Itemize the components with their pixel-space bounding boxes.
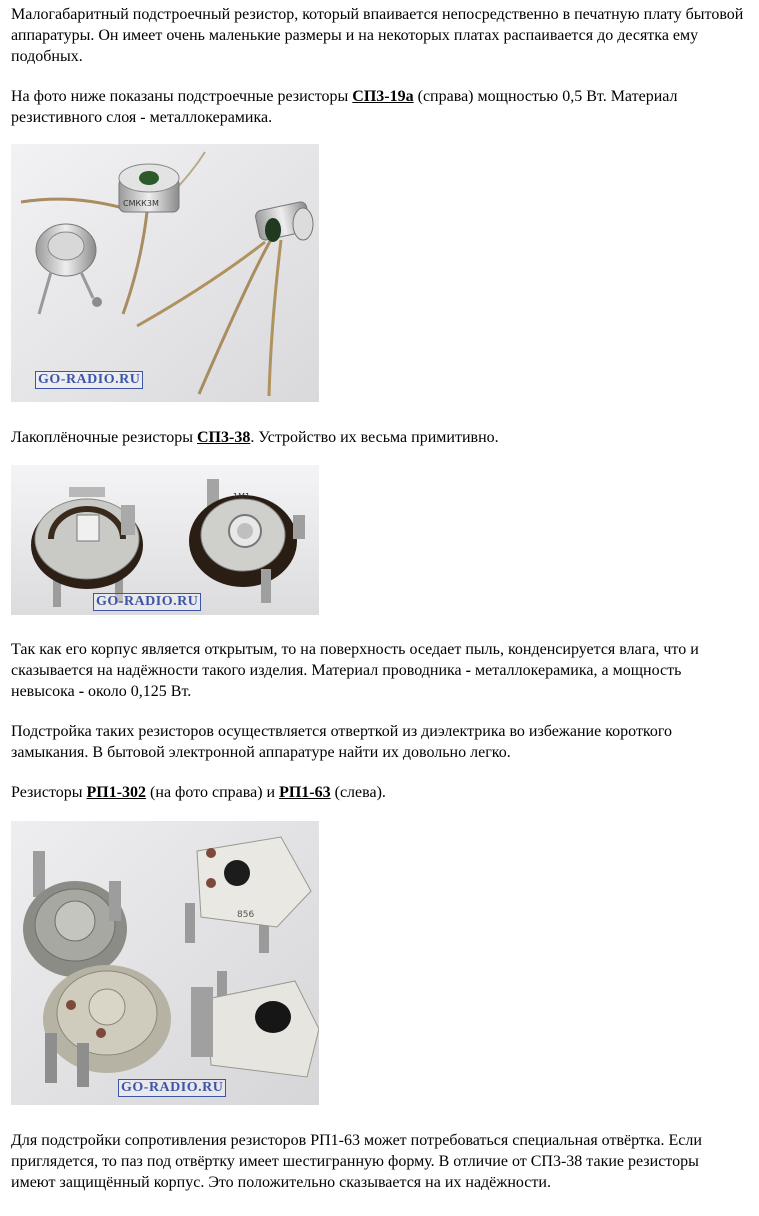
paragraph-sp3-38 [11, 427, 747, 448]
photo-sp3-19a [11, 144, 319, 402]
watermark: GO-RADIO.RU [118, 1079, 226, 1097]
paragraph-rp1 [11, 782, 747, 803]
link-rp1-63[interactable]: РП1-63 [279, 784, 331, 801]
watermark: GO-RADIO.RU [35, 371, 143, 389]
text: (на фото справа) и [146, 784, 280, 801]
dash: - [78, 683, 85, 700]
photo-sp3-19a-image [11, 144, 319, 402]
text: Резисторы [11, 784, 87, 801]
link-sp3-19a[interactable]: СП3-19а [352, 88, 414, 105]
text: около 0,125 Вт. [84, 683, 192, 700]
watermark: GO-RADIO.RU [93, 593, 201, 611]
text: Лакоплёночные резисторы [11, 429, 197, 446]
paragraph-intro: Малогабаритный подстроечный резистор, который впаивается непосредственно в печатную плату бытовой аппаратуры. Он имеет очень маленькие размеры и на некоторых платах распаивается до десятка ему подобных. [11, 6, 744, 65]
text: (справа) мощностью 0,5 Вт. Материал резистивного слоя - металлокерамика. [11, 88, 678, 126]
dash: - [465, 662, 471, 679]
photo-label: 1М1 [233, 492, 251, 501]
link-rp1-302[interactable]: РП1-302 [86, 784, 147, 801]
photo-rp1-image [11, 821, 319, 1105]
text: . Устройство их весьма примитивно. [250, 429, 499, 446]
text: металлокерамика, а мощность невысока [11, 662, 682, 700]
text: Так как его корпус является открытым, то на поверхность оседает пыль, конденсируется влага, что и сказывается на надёжности такого изделия. Материал проводника [11, 641, 699, 679]
photo-label: СМКК3М [123, 199, 159, 208]
link-sp3-38[interactable]: СП3-38 [196, 429, 251, 446]
text: (слева). [330, 784, 386, 801]
paragraph-open-body [11, 639, 747, 702]
photo-sp3-38 [11, 465, 319, 615]
paragraph-adjustment: Подстройка таких резисторов осуществляется отверткой из диэлектрика во избежание короткого замыкания. В бытовой электронной аппаратуре найти их довольно легко. [11, 723, 673, 761]
paragraph-sp3-19a [11, 86, 747, 128]
photo-rp1 [11, 821, 319, 1105]
paragraph-rp1-63-note: Для подстройки сопротивления резисторов РП1-63 может потребоваться специальная отвёртка. Если приглядется, то паз под отвёртку имеет шестигранную форму. В отличие от СП3-38 такие резисторы имеют защищённый корпус. Это положительно сказывается на их надёжности. [11, 1132, 702, 1191]
text: На фото ниже показаны подстроечные резисторы [11, 88, 353, 105]
photo-label: 856 [237, 910, 255, 920]
